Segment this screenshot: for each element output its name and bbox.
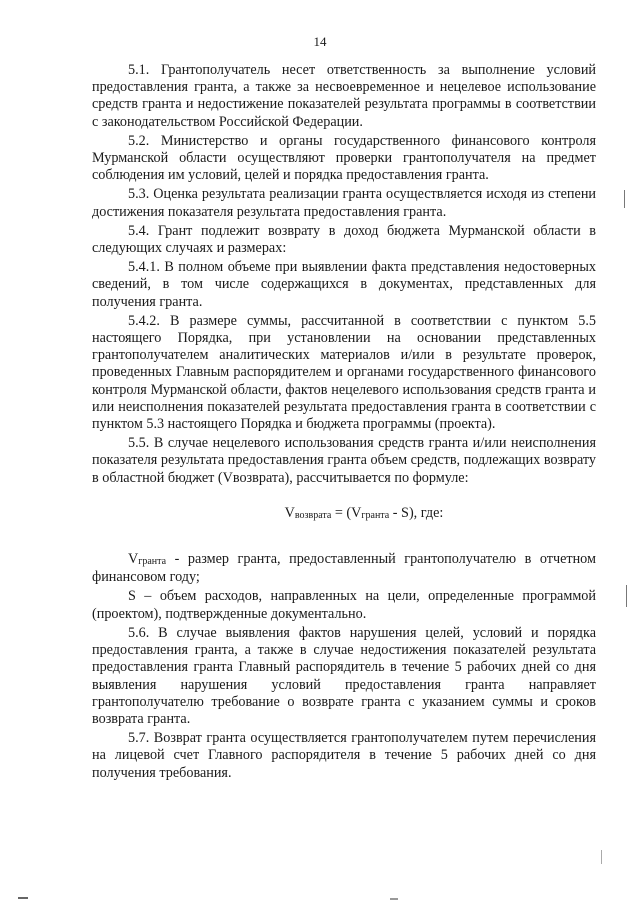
formula	[92, 505, 596, 523]
definition-text: - размер гранта, предоставленный грантополучателю в отчетном финансовом году;	[92, 551, 596, 586]
page-number: 14	[313, 34, 327, 49]
formula-equals: = (	[331, 504, 352, 521]
paragraph-5-4-1: 5.4.1. В полном объеме при выявлении факта представления недостоверных сведений, в том числе содержащихся в документах, представленных для получения гранта.	[92, 259, 596, 310]
definition-s	[92, 588, 596, 622]
paragraph-5-4-2: 5.4.2. В размере суммы, рассчитанной в соответствии с пунктом 5.5 настоящего Порядка, при установлении на основании представленных грантополучателем аналитических материалов и/или в результате проверок, проведенных Главным распорядителем и органами государственного финансового контроля Мурманской области, фактов нецелевого использования средств гранта и или неисполнения показателей результата предоставления гранта в соответствии с пунктом 5.3 настоящего Порядка и бюджета программы (проекта).	[92, 312, 596, 433]
scan-edge-mark	[18, 897, 28, 899]
definition-v-granta	[92, 551, 596, 586]
scan-margin-mark	[626, 585, 627, 607]
definition-subscript: гранта	[138, 556, 167, 568]
paragraph-5-2: 5.2. Министерство и органы государственного финансового контроля Мурманской области осуществляют проверки грантополучателя на предмет соблюдения им условий, целей и порядка предоставления гранта.	[92, 132, 596, 184]
paragraph-5-3: 5.3. Оценка результата реализации гранта осуществляется исходя из степени достижения показателя результата предоставления гранта.	[92, 186, 596, 220]
paragraph-5-7: 5.7. Возврат гранта осуществляется грантополучателем путем перечисления на лицевой счет Главного распорядителя в течение 5 рабочих дней со дня получения требования.	[92, 730, 596, 781]
formula-rhs-rest: - S), где:	[389, 504, 444, 521]
formula-rhs-subscript: гранта	[361, 509, 390, 521]
paragraph-5-4: 5.4. Грант подлежит возврату в доход бюджета Мурманской области в следующих случаях и размерах:	[92, 222, 596, 257]
definition-symbol: V	[128, 551, 139, 568]
paragraph-5-6: 5.6. В случае выявления фактов нарушения целей, условий и порядка предоставления гранта, а также в случае недостижения показателей результата предоставления гранта Главный распорядитель в течение 5 рабочих дней со дня выявления нарушения условий предоставления гранта направляет грантополучателю требование о возврате гранта с указанием суммы и сроков возврата гранта.	[92, 624, 596, 727]
scan-margin-mark	[624, 190, 625, 208]
scan-edge-mark	[390, 898, 398, 900]
paragraph-5-1: 5.1. Грантополучатель несет ответственность за выполнение условий предоставления гранта, а также за несвоевременное и нецелевое использование средств гранта и недостижение показателей результата программы в соответствии с законодательством Российской Федерации.	[92, 62, 596, 130]
definition-text: S – объем расходов, направленных на цели, определенные программой (проектом), подтвержденные документально.	[92, 588, 596, 622]
paragraph-5-5: 5.5. В случае нецелевого использования средств гранта и/или неисполнения показателя результата предоставления гранта объем средств, подлежащих возврату в областной бюджет (Vвозврата), рассчитывается по формуле:	[92, 435, 596, 486]
formula-lhs-subscript: возврата	[294, 509, 332, 521]
scan-margin-mark	[601, 850, 602, 864]
document-body	[92, 62, 596, 784]
formula-lhs-symbol: V	[284, 504, 295, 521]
formula-rhs-symbol: V	[351, 504, 362, 521]
